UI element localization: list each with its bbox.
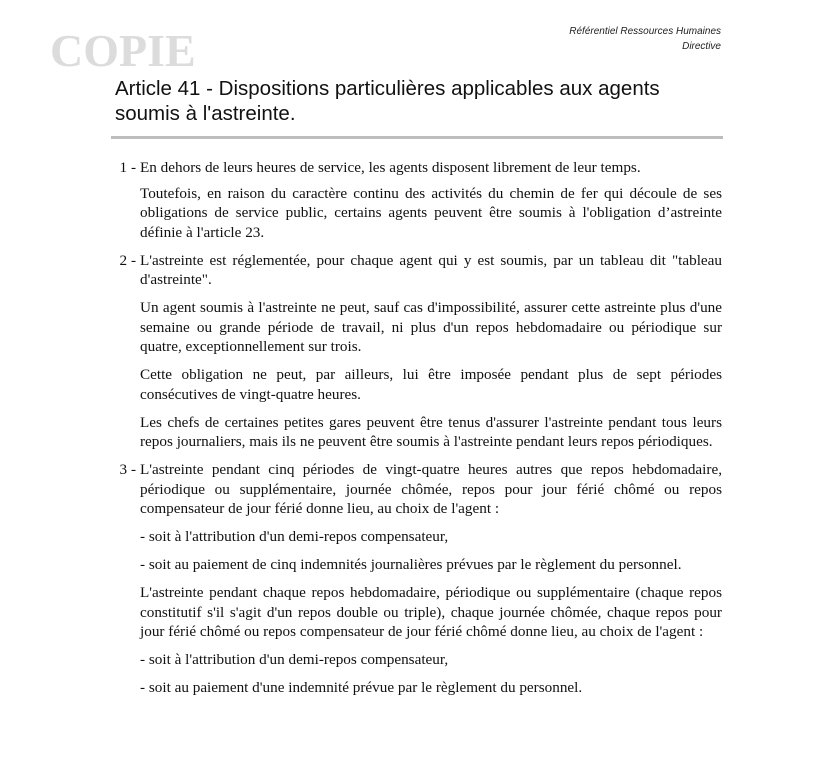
list-option: - soit au paiement d'une indemnité prévue par le règlement du personnel. [140, 679, 583, 696]
section-body [136, 158, 722, 251]
section-3 [110, 460, 722, 706]
article-body [110, 158, 722, 706]
paragraph: Un agent soumis à l'astreinte ne peut, sauf cas d'impossibilité, assurer cette astreinte plus d'une semaine ou grande période de travail, ni plus d'un repos hebdomadaire ou périodique sur quatre, exceptionnellement sur trois. [140, 299, 722, 355]
copie-watermark: COPIE [50, 25, 196, 76]
document-header [569, 24, 721, 54]
section-number: 3 - [119, 461, 136, 478]
header-referentiel: Référentiel Ressources Humaines [569, 26, 721, 37]
paragraph: En dehors de leurs heures de service, les agents disposent librement de leur temps. [140, 159, 641, 176]
section-body [136, 460, 722, 706]
paragraph: Toutefois, en raison du caractère continu des activités du chemin de fer qui découle de ses obligations de service public, certains agents peuvent être soumis à l'obligation d’astreinte définie à l'article 23. [140, 184, 722, 241]
section-body [136, 251, 722, 461]
paragraph: L'astreinte est réglementée, pour chaque agent qui y est soumis, par un tableau dit "tableau d'astreinte". [140, 251, 722, 288]
list-option: - soit à l'attribution d'un demi-repos compensateur, [140, 528, 449, 545]
list-option: - soit au paiement de cinq indemnités journalières prévues par le règlement du personnel. [140, 556, 682, 573]
section-2 [110, 251, 722, 461]
header-directive: Directive [682, 41, 721, 52]
paragraph: Les chefs de certaines petites gares peuvent être tenus d'assurer l'astreinte pendant tous leurs repos journaliers, mais ils ne peuvent être soumis à l'astreinte pendant leurs repos périodiques. [140, 413, 722, 450]
paragraph: L'astreinte pendant chaque repos hebdomadaire, périodique ou supplémentaire (chaque repos constitutif s'il s'agit d'un repos double ou triple), chaque journée chômée, chaque repos pour jour férié chômé ou repos compensateur de jour férié chômé donne lieu, au choix de l'agent : [140, 584, 722, 640]
section-number: 2 - [119, 251, 136, 269]
paragraph: Cette obligation ne peut, par ailleurs, lui être imposée pendant plus de sept périodes consécutives de vingt-quatre heures. [140, 366, 722, 403]
title-divider [111, 136, 723, 139]
section-1 [110, 158, 722, 251]
paragraph: L'astreinte pendant cinq périodes de vingt-quatre heures autres que repos hebdomadaire, périodique ou supplémentaire, journée chômée, repos pour jour férié chômé ou repos compensateur de jour férié donne lieu, au choix de l'agent : [140, 461, 722, 517]
section-number: 1 - [119, 159, 136, 176]
article-title: Article 41 - Dispositions particulières applicables aux agents soumis à l'astreinte. [115, 77, 660, 125]
list-option: - soit à l'attribution d'un demi-repos compensateur, [140, 651, 449, 668]
